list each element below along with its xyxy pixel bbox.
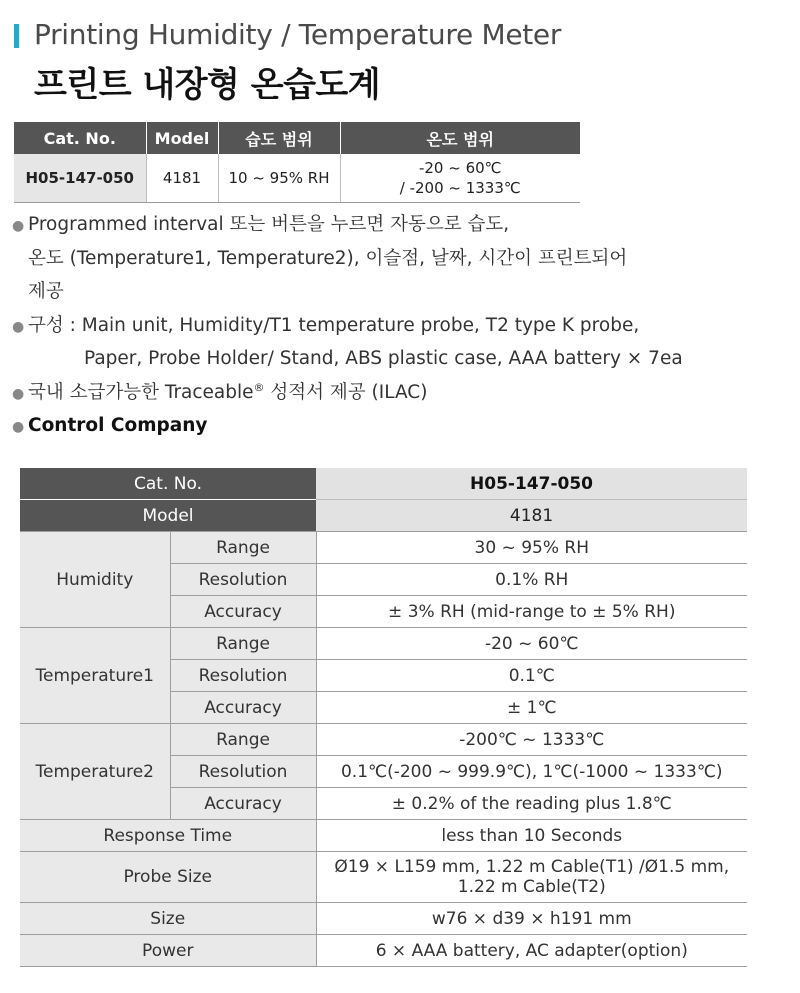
spec-sub-label: Range	[170, 628, 316, 660]
spec-model-value: 4181	[316, 500, 747, 532]
spec-row-size	[20, 903, 747, 935]
spec-probe-label: Probe Size	[20, 852, 316, 903]
summary-header-temp-range: 온도 범위	[340, 122, 580, 154]
summary-header-cat-no: Cat. No.	[14, 122, 146, 154]
summary-header-row	[14, 122, 580, 154]
page-title-korean: 프린트 내장형 온습도계	[34, 65, 381, 105]
spec-group-temperature2: Temperature2	[20, 724, 170, 820]
brand-name: Control Company	[28, 415, 208, 436]
bullet-dot-icon: ●	[12, 385, 25, 402]
summary-temp-range	[340, 154, 580, 203]
spec-sub-label: Accuracy	[170, 692, 316, 724]
spec-probe-line2: 1.22 m Cable(T2)	[457, 877, 606, 897]
spec-size-label: Size	[20, 903, 316, 935]
spec-row-model	[20, 500, 747, 532]
spec-row-temp1-range	[20, 628, 747, 660]
spec-sub-label: Resolution	[170, 564, 316, 596]
spec-temp2-range: -200℃ ~ 1333℃	[316, 724, 747, 756]
spec-humidity-accuracy: ± 3% RH (mid-range to ± 5% RH)	[316, 596, 747, 628]
spec-temp1-range: -20 ~ 60℃	[316, 628, 747, 660]
summary-model: 4181	[146, 154, 218, 203]
spec-power-value: 6 × AAA battery, AC adapter(option)	[316, 935, 747, 967]
spec-sub-label: Range	[170, 532, 316, 564]
bullet-1-line2: 온도 (Temperature1, Temperature2), 이슬점, 날짜, 시간이 프린트되어	[28, 247, 628, 269]
bullet-1-line1	[12, 208, 792, 242]
spec-sub-label: Accuracy	[170, 596, 316, 628]
feature-bullets	[12, 208, 792, 443]
spec-model-label: Model	[20, 500, 316, 532]
bullet-4-brand	[12, 409, 792, 443]
summary-temp-range-line2: / -200 ~ 1333℃	[399, 179, 521, 197]
bullet-2-line2: Paper, Probe Holder/ Stand, ABS plastic case, AAA battery × 7ea	[84, 348, 683, 369]
spec-size-value: w76 × d39 × h191 mm	[316, 903, 747, 935]
bullet-text: 구성 : Main unit, Humidity/T1 temperature probe, T2 type K probe,	[28, 314, 640, 336]
spec-temp1-resolution: 0.1℃	[316, 660, 747, 692]
spec-row-response-time	[20, 820, 747, 852]
bullet-1-line3: 제공	[28, 281, 64, 302]
spec-response-value: less than 10 Seconds	[316, 820, 747, 852]
bullet-dot-icon: ●	[12, 419, 25, 435]
spec-group-temperature1: Temperature1	[20, 628, 170, 724]
spec-power-label: Power	[20, 935, 316, 967]
spec-temp2-accuracy: ± 0.2% of the reading plus 1.8℃	[316, 788, 747, 820]
summary-table	[14, 122, 580, 203]
spec-sub-label: Resolution	[170, 660, 316, 692]
bullet-2-line1	[12, 309, 792, 343]
spec-sub-label: Resolution	[170, 756, 316, 788]
spec-row-power	[20, 935, 747, 967]
spec-humidity-resolution: 0.1% RH	[316, 564, 747, 596]
page-title-english: Printing Humidity / Temperature Meter	[34, 18, 562, 51]
spec-temp2-resolution: 0.1℃(-200 ~ 999.9℃), 1℃(-1000 ~ 1333℃)	[316, 756, 747, 788]
spec-temp1-accuracy: ± 1℃	[316, 692, 747, 724]
summary-header-humidity-range: 습도 범위	[218, 122, 340, 154]
spec-row-temp2-range	[20, 724, 747, 756]
spec-probe-value	[316, 852, 747, 903]
title-accent-bar	[14, 24, 19, 48]
spec-response-label: Response Time	[20, 820, 316, 852]
summary-header-model: Model	[146, 122, 218, 154]
spec-row-cat-no	[20, 468, 747, 500]
registered-mark: ®	[253, 380, 265, 394]
summary-temp-range-line1: -20 ~ 60℃	[418, 159, 502, 177]
spec-probe-line1: Ø19 × L159 mm, 1.22 m Cable(T1) /Ø1.5 mm,	[334, 857, 730, 877]
bullet-text-suffix: 성적서 제공 (ILAC)	[264, 381, 428, 403]
spec-sub-label: Accuracy	[170, 788, 316, 820]
spec-table	[20, 468, 747, 967]
spec-group-humidity: Humidity	[20, 532, 170, 628]
summary-cat-no: H05-147-050	[14, 154, 146, 203]
spec-row-humidity-range	[20, 532, 747, 564]
bullet-dot-icon: ●	[12, 318, 25, 335]
bullet-dot-icon: ●	[12, 218, 25, 234]
summary-humidity-range: 10 ~ 95% RH	[218, 154, 340, 203]
spec-humidity-range: 30 ~ 95% RH	[316, 532, 747, 564]
spec-cat-no-value: H05-147-050	[316, 468, 747, 500]
bullet-3	[12, 376, 792, 410]
bullet-text: Programmed interval 또는 버튼을 누르면 자동으로 습도,	[28, 214, 510, 235]
spec-sub-label: Range	[170, 724, 316, 756]
bullet-text: 국내 소급가능한 Traceable	[28, 381, 254, 403]
spec-row-probe-size	[20, 852, 747, 903]
spec-cat-no-label: Cat. No.	[20, 468, 316, 500]
summary-row	[14, 154, 580, 203]
